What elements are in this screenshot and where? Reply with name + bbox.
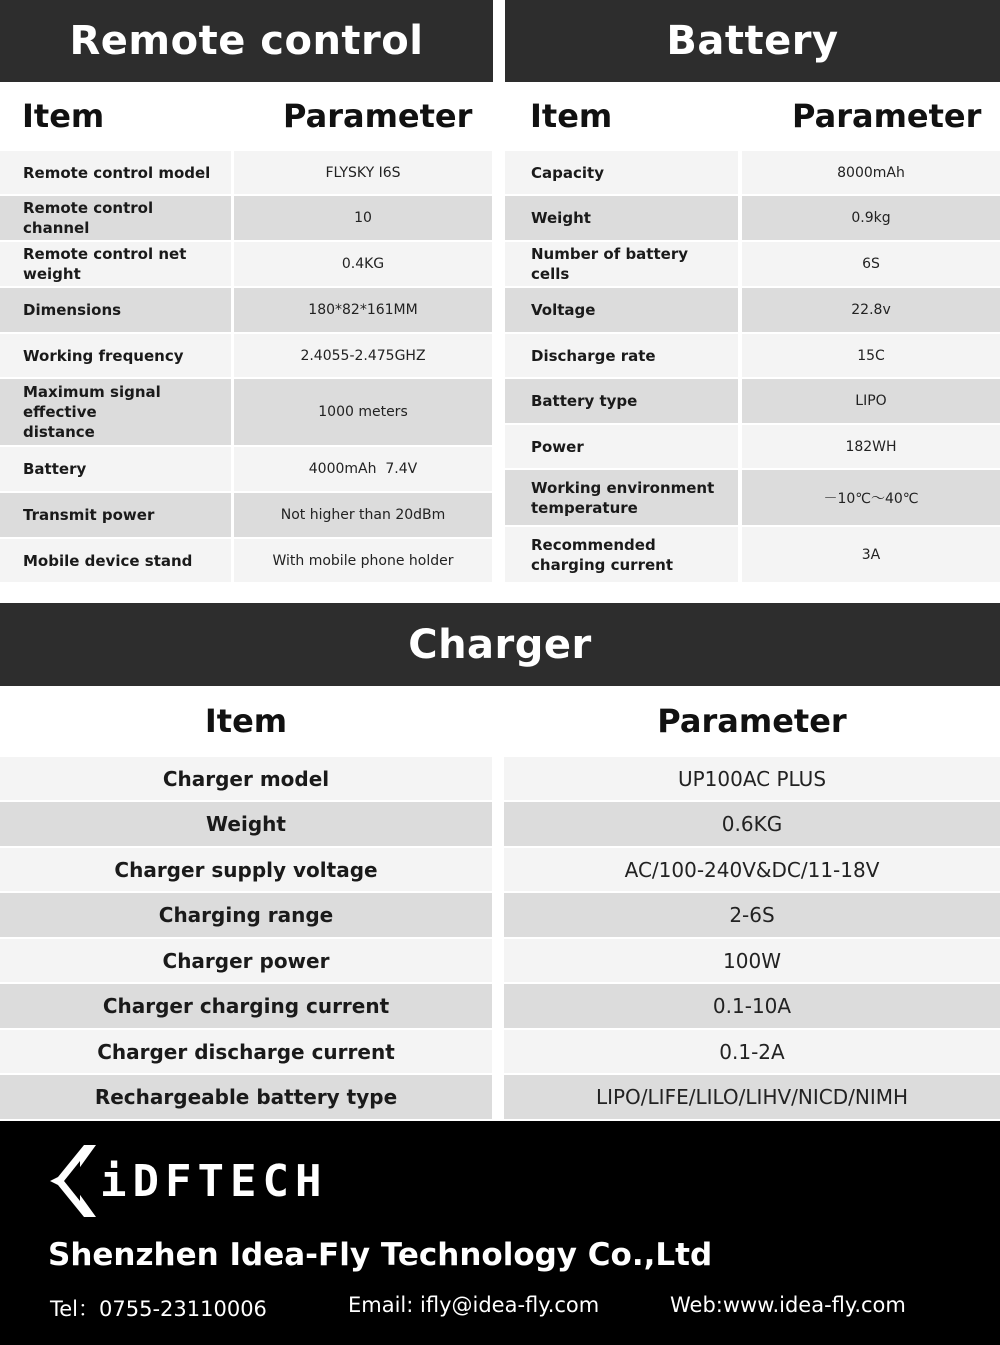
row-item: Charger charging current: [0, 984, 492, 1028]
row-value: With mobile phone holder: [234, 539, 492, 582]
parameter-column-header: Parameter: [657, 702, 847, 740]
row-item: Charging range: [0, 893, 492, 937]
row-value: 100W: [504, 939, 1000, 982]
row-value: 2-6S: [504, 893, 1000, 937]
row-value: 4000mAh 7.4V: [234, 447, 492, 491]
company-footer: [0, 1121, 1000, 1345]
contact-tel: Tel：0755-23110006: [50, 1297, 267, 1321]
item-column-header: Item: [204, 702, 288, 740]
row-value: 3A: [742, 527, 1000, 582]
row-item: Working environment temperature: [505, 470, 738, 525]
table-row: [505, 425, 1000, 468]
table-row: [505, 470, 1000, 525]
row-value: FLYSKY I6S: [234, 151, 492, 194]
row-value: 6S: [742, 242, 1000, 286]
row-item: Working frequency: [0, 334, 231, 377]
charger-header: [0, 688, 1000, 754]
row-value: 180*82*161MM: [234, 288, 492, 332]
battery-table: [505, 151, 1000, 584]
contact-web: Web:www.idea-fly.com: [670, 1293, 906, 1317]
row-value: 10: [234, 196, 492, 240]
row-value: 0.6KG: [504, 802, 1000, 846]
remote-control-title: Remote control: [0, 0, 493, 82]
row-item: Recommended charging current: [505, 527, 738, 582]
table-row: [505, 151, 1000, 194]
table-row: [0, 196, 492, 240]
table-row: [505, 288, 1000, 332]
row-item: Number of battery cells: [505, 242, 738, 286]
table-row: [0, 893, 1000, 937]
battery-title: Battery: [505, 0, 1000, 82]
table-row: [505, 379, 1000, 423]
logo-mark-icon: [50, 1145, 96, 1217]
table-row: [0, 447, 492, 491]
row-item: Battery type: [505, 379, 738, 423]
row-item: Remote control model: [0, 151, 231, 194]
row-value: －10℃～40℃: [742, 470, 1000, 525]
row-value: 15C: [742, 334, 1000, 377]
row-value: LIPO: [742, 379, 1000, 423]
contact-email: Email: ifly@idea-fly.com: [348, 1293, 600, 1317]
row-value: 2.4055-2.475GHZ: [234, 334, 492, 377]
item-column-header: Item: [530, 97, 613, 135]
table-row: [0, 1030, 1000, 1073]
table-row: [505, 196, 1000, 240]
row-item: Dimensions: [0, 288, 231, 332]
charger-table: [0, 757, 1000, 1121]
table-row: [0, 848, 1000, 891]
row-value: 0.1-10A: [504, 984, 1000, 1028]
row-value: 22.8v: [742, 288, 1000, 332]
table-row: [0, 242, 492, 286]
row-value: 1000 meters: [234, 379, 492, 445]
row-item: Weight: [505, 196, 738, 240]
row-item: Charger discharge current: [0, 1030, 492, 1073]
row-item: Capacity: [505, 151, 738, 194]
company-name: Shenzhen Idea-Fly Technology Co.,Ltd: [48, 1237, 713, 1273]
battery-header: [505, 84, 1000, 148]
row-item: Voltage: [505, 288, 738, 332]
table-row: [0, 539, 492, 582]
logo-wordmark: iDFTECH: [100, 1155, 328, 1207]
table-row: [0, 984, 1000, 1028]
charger-title: Charger: [0, 603, 1000, 686]
table-row: [505, 527, 1000, 582]
row-item: Rechargeable battery type: [0, 1075, 492, 1119]
row-item: Weight: [0, 802, 492, 846]
row-value: AC/100-240V&DC/11-18V: [504, 848, 1000, 891]
row-value: LIPO/LIFE/LILO/LIHV/NICD/NIMH: [504, 1075, 1000, 1119]
row-value: 0.1-2A: [504, 1030, 1000, 1073]
company-logo: [50, 1145, 327, 1217]
row-item: Mobile device stand: [0, 539, 231, 582]
table-row: [0, 493, 492, 537]
row-item: Power: [505, 425, 738, 468]
remote-control-header: [0, 84, 493, 148]
row-item: Transmit power: [0, 493, 231, 537]
table-row: [0, 288, 492, 332]
table-row: [505, 334, 1000, 377]
row-item: Remote control net weight: [0, 242, 231, 286]
row-value: Not higher than 20dBm: [234, 493, 492, 537]
table-row: [505, 242, 1000, 286]
item-column-header: Item: [22, 97, 105, 135]
row-value: 0.4KG: [234, 242, 492, 286]
row-item: Discharge rate: [505, 334, 738, 377]
row-item: Charger supply voltage: [0, 848, 492, 891]
parameter-column-header: Parameter: [283, 97, 473, 135]
table-row: [0, 1075, 1000, 1119]
row-item: Charger power: [0, 939, 492, 982]
table-row: [0, 379, 492, 445]
table-row: [0, 334, 492, 377]
row-value: 8000mAh: [742, 151, 1000, 194]
table-row: [0, 939, 1000, 982]
table-row: [0, 151, 492, 194]
row-item: Remote control channel: [0, 196, 231, 240]
row-item: Battery: [0, 447, 231, 491]
row-value: UP100AC PLUS: [504, 757, 1000, 800]
row-value: 182WH: [742, 425, 1000, 468]
remote-control-table: [0, 151, 492, 584]
row-value: 0.9kg: [742, 196, 1000, 240]
table-row: [0, 802, 1000, 846]
row-item: Maximum signal effective distance: [0, 379, 231, 445]
table-row: [0, 757, 1000, 800]
parameter-column-header: Parameter: [792, 97, 982, 135]
row-item: Charger model: [0, 757, 492, 800]
